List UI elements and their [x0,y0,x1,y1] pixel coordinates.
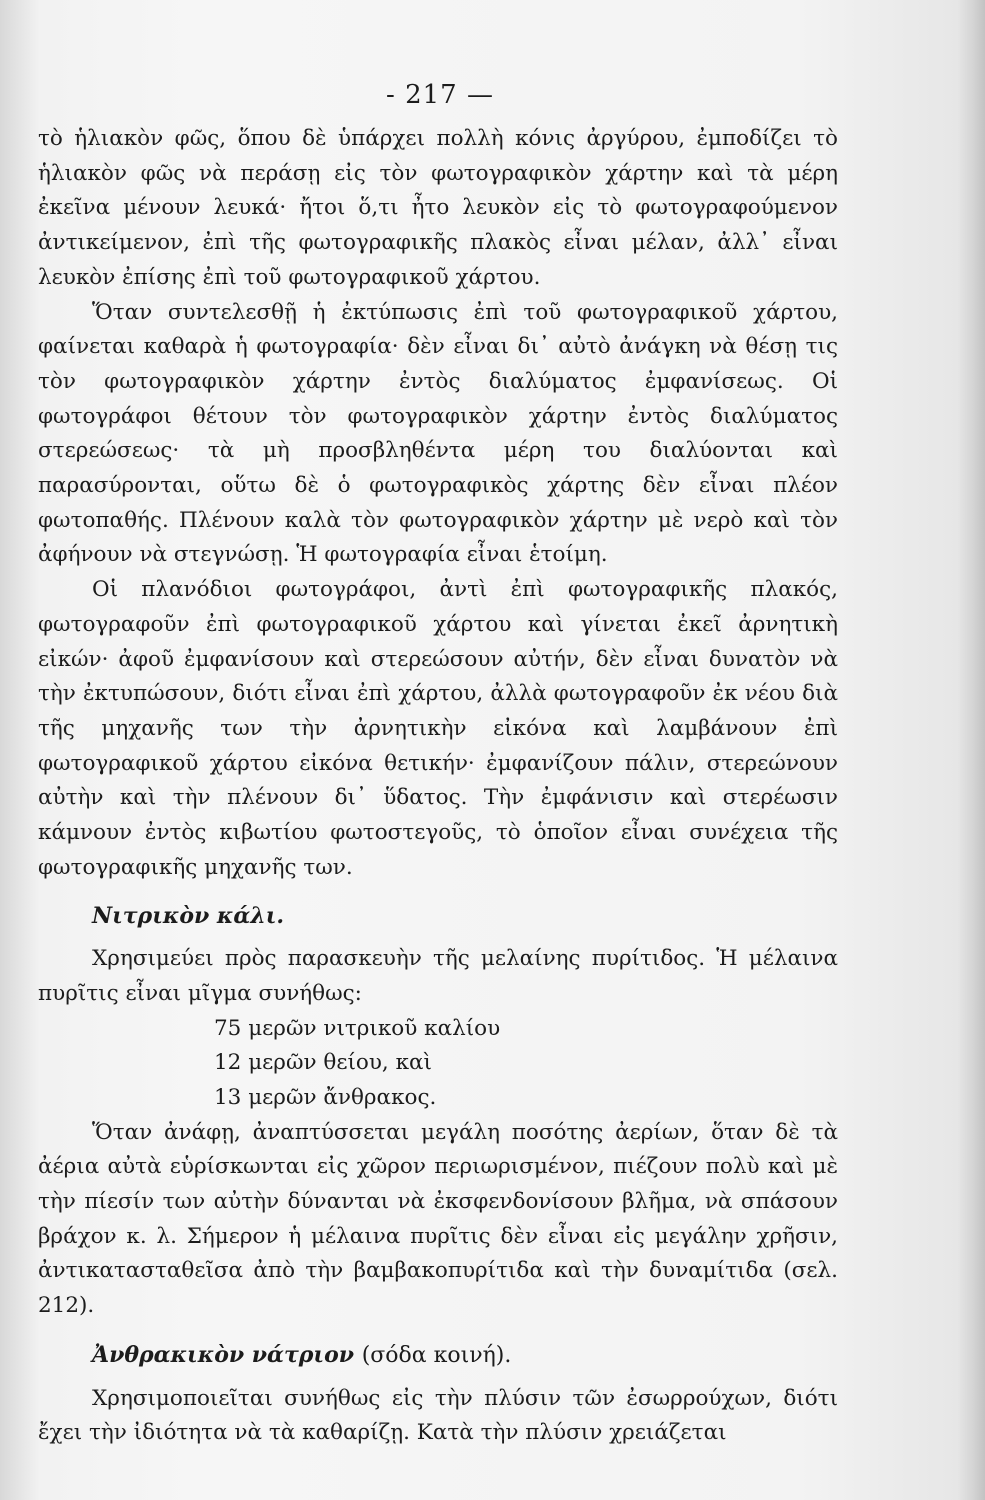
section-heading-anthrakikon-natrion [92,1338,838,1374]
page-body [38,122,838,1451]
page-edge-shadow [957,0,985,1500]
page-number: - 217 — [386,80,494,110]
section-heading-nitrikon-kali: Νιτρικὸν κάλι. [92,903,285,930]
section-heading-title: Ἀνθρακικὸν νάτριον [92,1341,355,1368]
paragraph: Ὅταν ἀνάφῃ, ἀναπτύσσεται μεγάλη ποσότης ἀερίων, ὅταν δὲ τὰ ἀέρια αὐτὰ εὑρίσκωνται εἰς χῶρον περιωρισμένον, πιέζουν πολὺ καὶ μὲ τὴν πίεσίν των αὐτὴν δύνανται νὰ ἐκσφενδονίσουν βλῆμα, νὰ σπάσουν βράχον κ. λ. Σήμερον ἡ μέλαινα πυρῖτις δὲν εἶναι εἰς μεγάλην χρῆσιν, ἀντικατασταθεῖσα ἀπὸ τὴν βαμβακοπυρίτιδα καὶ τὴν δυναμίτιδα (σελ. 212). [38,1119,838,1319]
paragraph: Οἱ πλανόδιοι φωτογράφοι, ἀντὶ ἐπὶ φωτογραφικῆς πλακός, φωτογραφοῦν ἐπὶ φωτογραφικοῦ χάρτου καὶ γίνεται ἐκεῖ ἀρνητικὴ εἰκών· ἀφοῦ ἐμφανίσουν καὶ στερεώσουν αὐτήν, δὲν εἶναι δυνατὸν νὰ τὴν ἐκτυπώσουν, διότι εἶναι ἐπὶ χάρτου, ἀλλὰ φωτογραφοῦν ἐκ νέου διὰ τῆς μηχανῆς των τὴν ἀρνητικὴν εἰκόνα καὶ λαμβάνουν ἐπὶ φωτογραφικοῦ χάρτου εἰκόνα θετικήν· ἐμφανίζουν πάλιν, στερεώνουν αὐτὴν καὶ τὴν πλένουν δι᾽ ὕδατος. Τὴν ἐμφάνισιν καὶ στερέωσιν κάμνουν ἐντὸς κιβωτίου φωτοστεγοῦς, τὸ ὁποῖον εἶναι συνέχεια τῆς φωτογραφικῆς μηχανῆς των. [38,577,838,880]
composition-item: 75 μερῶν νιτρικοῦ καλίου [214,1015,501,1041]
paragraph: Ὅταν συντελεσθῇ ἡ ἐκτύπωσις ἐπὶ τοῦ φωτογραφικοῦ χάρτου, φαίνεται καθαρὰ ἡ φωτογραφία· δὲν εἶναι δι᾽ αὐτὸ ἀνάγκη νὰ θέσῃ τις τὸν φωτογραφικὸν χάρτην ἐντὸς διαλύματος ἐμφανίσεως. Οἱ φωτογράφοι θέτουν τὸν φωτογραφικὸν χάρτην ἐντὸς διαλύματος στερεώσεως· τὰ μὴ προσβληθέντα μέρη του διαλύονται καὶ παρασύρονται, οὕτω δὲ ὁ φωτογραφικὸς χάρτης δὲν εἶναι πλέον φωτοπαθής. Πλένουν καλὰ τὸν φωτογραφικὸν χάρτην μὲ νερὸ καὶ τὸν ἀφήνουν νὰ στεγνώσῃ. Ἡ φωτογραφία εἶναι ἑτοίμη. [38,299,838,568]
section-heading-note: (σόδα κοινή). [361,1342,512,1368]
composition-list [214,1012,838,1116]
paragraph: Χρησιμοποιεῖται συνήθως εἰς τὴν πλύσιν τῶν ἐσωρρούχων, διότι ἔχει τὴν ἰδιότητα νὰ τὰ καθαρίζῃ. Κατὰ τὴν πλύσιν χρειάζεται [38,1385,838,1446]
paragraph: Χρησιμεύει πρὸς παρασκευὴν τῆς μελαίνης πυρίτιδος. Ἡ μέλαινα πυρῖτις εἶναι μῖγμα συνήθως: [38,946,838,1006]
paragraph: τὸ ἡλιακὸν φῶς, ὅπου δὲ ὑπάρχει πολλὴ κόνις ἀργύρου, ἐμποδίζει τὸ ἡλιακὸν φῶς νὰ περάσῃ εἰς τὸν φωτογραφικὸν χάρτην καὶ τὰ μέρη ἐκεῖνα μένουν λευκά· ἤτοι ὅ,τι ἦτο λευκὸν εἰς τὸ φωτογραφούμενον ἀντικείμενον, ἐπὶ τῆς φωτογραφικῆς πλακὸς εἶναι μέλαν, ἀλλ᾽ εἶναι λευκὸν ἐπίσης ἐπὶ τοῦ φωτογραφικοῦ χάρτου. [38,126,838,290]
composition-item: 13 μερῶν ἄνθρακος. [214,1084,437,1110]
composition-item: 12 μερῶν θείου, καὶ [214,1050,432,1076]
